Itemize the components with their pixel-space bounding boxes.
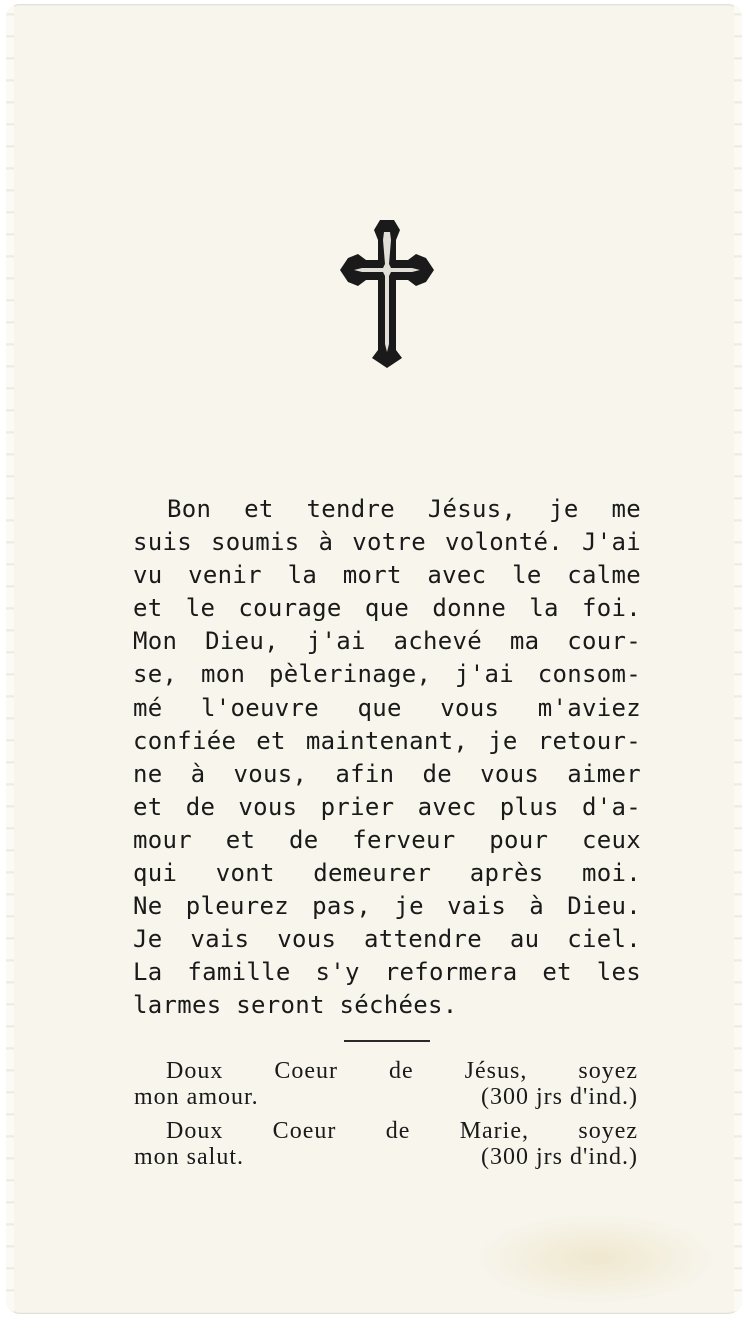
prayer-line: ne à vous, afin de vous aimer xyxy=(133,759,641,788)
prayer-line: et le courage que donne la foi. xyxy=(133,594,641,623)
prayer-line: Je vais vous attendre au ciel. xyxy=(133,925,641,954)
prayer-line: mour et de ferveur pour ceux xyxy=(133,825,641,854)
invocation-line: Doux Coeur de Jésus, soyez xyxy=(166,1058,638,1084)
prayer-line: et de vous prier avec plus d'a- xyxy=(133,792,641,821)
prayer-line: Ne pleurez pas, je vais à Dieu. xyxy=(133,892,641,921)
prayer-line: qui vont demeurer après moi. xyxy=(133,859,641,888)
prayer-line: se, mon pèlerinage, j'ai consom- xyxy=(133,660,641,689)
invocations xyxy=(134,1058,638,1178)
cross-icon xyxy=(338,218,436,370)
prayer-card xyxy=(6,4,742,1314)
invocation-line xyxy=(134,1084,638,1110)
card-edge-left xyxy=(6,4,14,1314)
card-edge-right xyxy=(734,4,742,1314)
prayer-text xyxy=(133,493,641,1023)
prayer-line: Bon et tendre Jésus, je me xyxy=(167,495,641,523)
indulgence-note: (300 jrs d'ind.) xyxy=(481,1144,638,1170)
invocation-text: mon salut. xyxy=(134,1144,244,1170)
prayer-line: Mon Dieu, j'ai achevé ma cour- xyxy=(133,627,641,656)
invocation-line xyxy=(134,1144,638,1170)
prayer-line: suis soumis à votre volonté. J'ai xyxy=(133,528,641,557)
invocation-jesus xyxy=(134,1058,638,1110)
section-divider xyxy=(344,1040,430,1042)
prayer-line: mé l'oeuvre que vous m'aviez xyxy=(133,693,641,722)
prayer-line: confiée et maintenant, je retour- xyxy=(133,726,641,755)
prayer-line: La famille s'y reformera et les xyxy=(133,958,641,987)
invocation-marie xyxy=(134,1118,638,1170)
invocation-line: Doux Coeur de Marie, soyez xyxy=(166,1118,638,1144)
prayer-line: larmes seront séchées. xyxy=(133,991,458,1020)
invocation-text: mon amour. xyxy=(134,1084,259,1110)
prayer-line: vu venir la mort avec le calme xyxy=(133,561,641,590)
paper-stain xyxy=(476,1214,716,1304)
indulgence-note: (300 jrs d'ind.) xyxy=(481,1084,638,1110)
